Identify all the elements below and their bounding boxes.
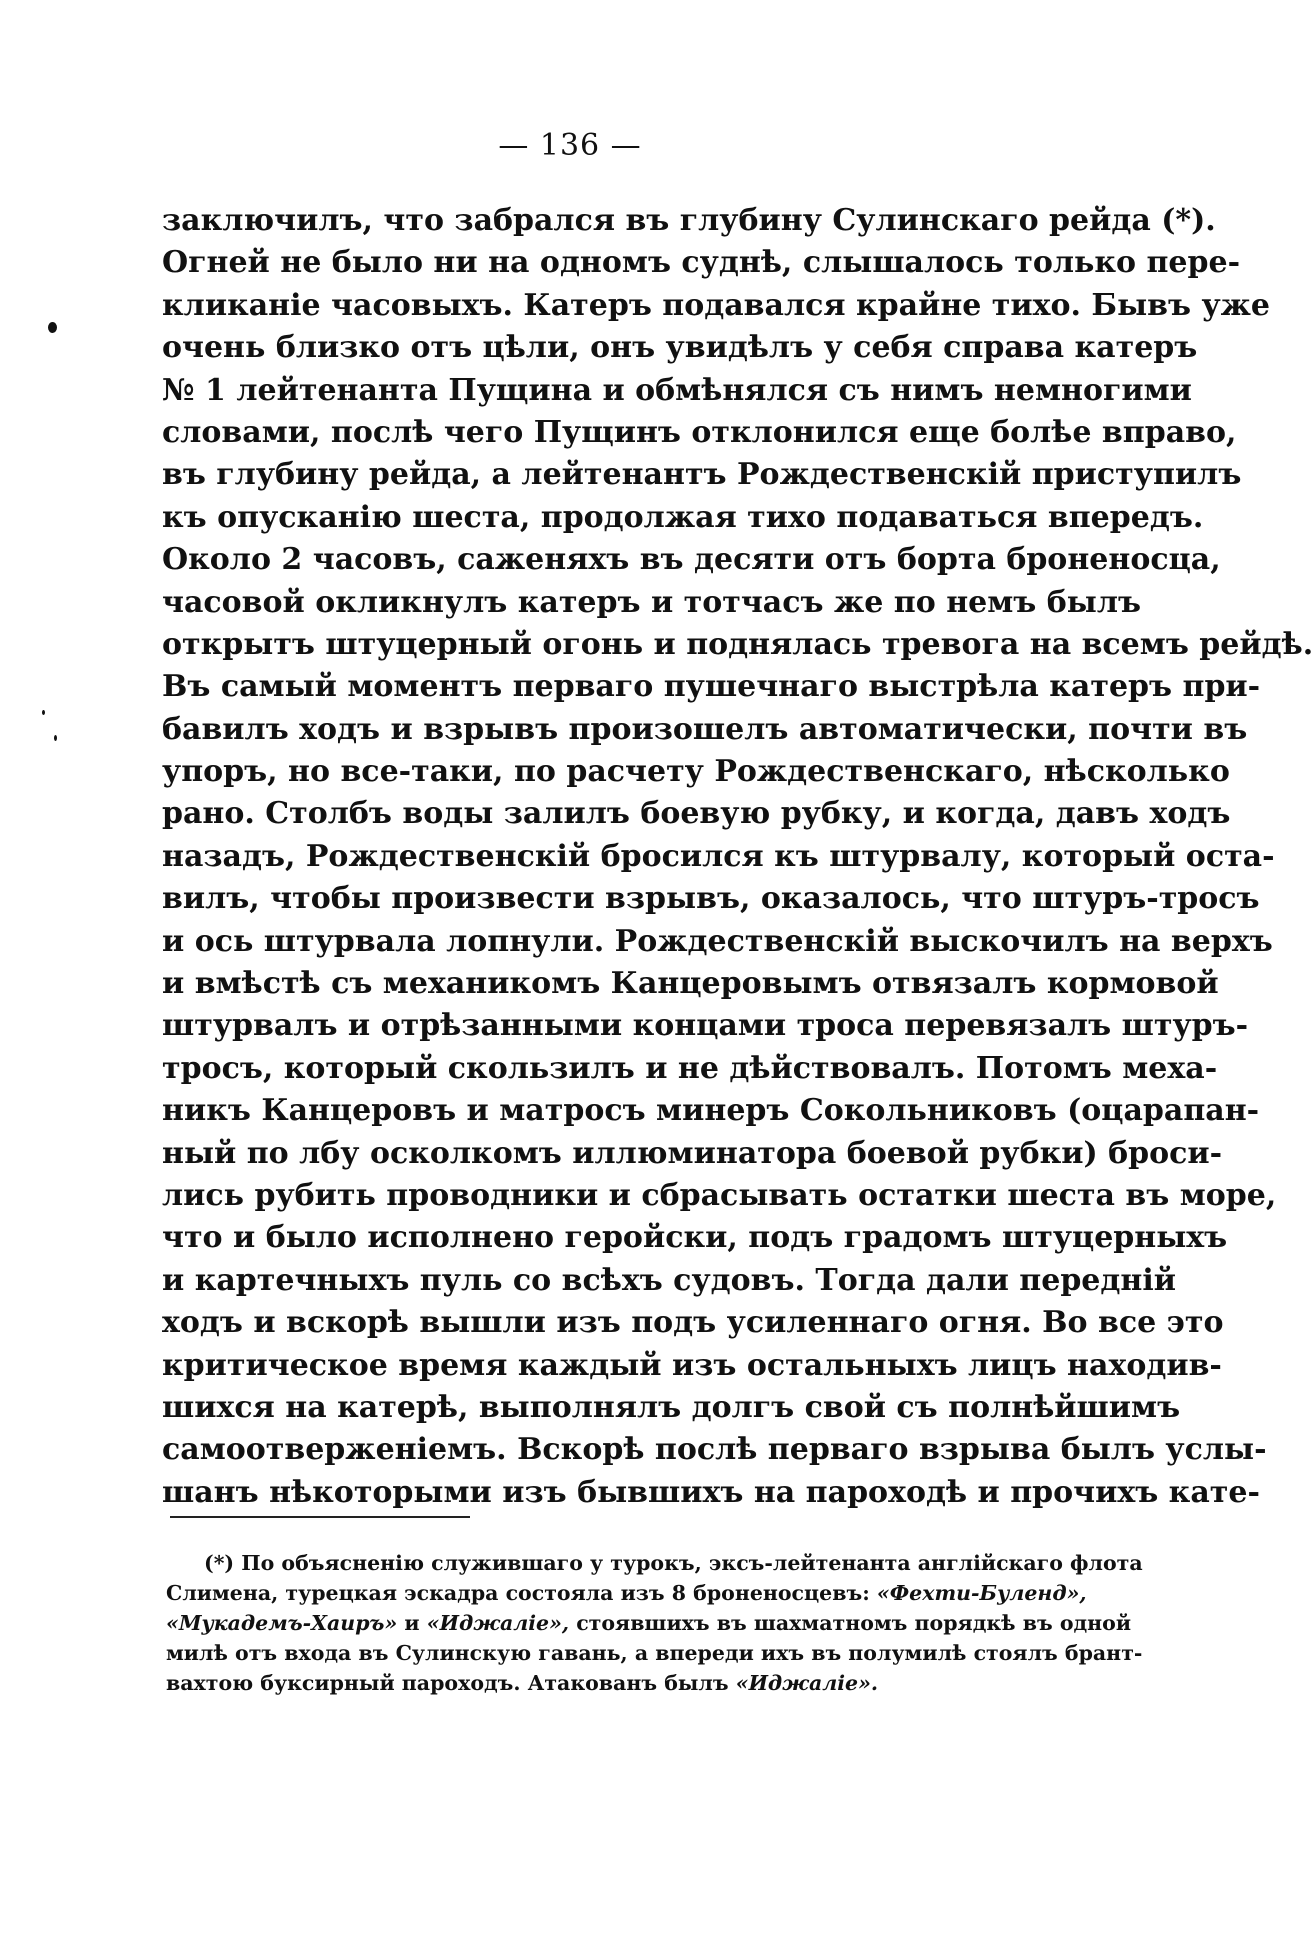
footnote-line (166, 1668, 1068, 1698)
text-line: часовой окликнулъ катеръ и тотчасъ же по немъ былъ (162, 584, 1141, 620)
text-line: шихся на катерѣ, выполнялъ долгъ свой съ полнѣйшимъ (162, 1389, 1181, 1425)
text-line: № 1 лейтенанта Пущина и обмѣнялся съ нимъ немногими (162, 372, 1192, 408)
text-line: открытъ штуцерный огонь и поднялась тревога на всемъ рейдѣ. (162, 626, 1313, 662)
text-line: заключилъ, что забрался въ глубину Сулинскаго рейда (*). (162, 203, 1216, 238)
footnote-text: (*) По объясненію служившаго у турокъ, эксъ-лейтенанта англійскаго флота (204, 1551, 1143, 1575)
ink-speck (54, 735, 57, 741)
text-line: лись рубить проводники и сбрасывать остатки шеста въ море, (162, 1177, 1277, 1213)
text-line: и ось штурвала лопнули. Рождественскій выскочилъ на верхъ (162, 923, 1273, 959)
text-line: никъ Канцеровъ и матросъ минеръ Сокольниковъ (оцарапан- (162, 1093, 1260, 1129)
text-line: бавилъ ходъ и взрывъ произошелъ автоматически, почти въ (162, 711, 1248, 747)
text-line: ходъ и вскорѣ вышли изъ подъ усиленнаго огня. Во все это (162, 1305, 1224, 1341)
ship-name: «Иджаліе». (735, 1671, 879, 1695)
text-line: самоотверженіемъ. Вскорѣ послѣ перваго взрыва былъ услы- (162, 1432, 1267, 1468)
footnote-line (166, 1608, 1132, 1638)
text-line: словами, послѣ чего Пущинъ отклонился еще болѣе вправо, (162, 414, 1237, 450)
text-line: вилъ, чтобы произвести взрывъ, оказалось, что штуръ-тросъ (162, 881, 1260, 917)
ink-speck (48, 322, 57, 333)
text-line: штурвалъ и отрѣзанными концами троса перевязалъ штуръ- (162, 1008, 1249, 1044)
footnote-line (166, 1548, 1143, 1578)
text-line: назадъ, Рождественскій бросился къ штурвалу, который оста- (162, 838, 1275, 874)
ship-name: «Фехти-Буленд», (876, 1581, 1087, 1605)
footnote-line (166, 1638, 1143, 1668)
footnote (166, 1548, 1143, 1698)
text-line: и вмѣстѣ съ механикомъ Канцеровымъ отвязалъ кормовой (162, 966, 1219, 1002)
text-line: къ опусканію шеста, продолжая тихо подаваться впередъ. (162, 499, 1204, 535)
footnote-line (166, 1578, 1087, 1608)
text-line: Въ самый моментъ перваго пушечнаго выстрѣла катеръ при- (162, 669, 1261, 705)
footnote-text: и (404, 1611, 420, 1635)
text-line: въ глубину рейда, а лейтенантъ Рождественскій приступилъ (162, 457, 1242, 493)
text-line: кликаніе часовыхъ. Катеръ подавался крайне тихо. Бывъ уже (162, 287, 1271, 323)
text-line: критическое время каждый изъ остальныхъ лицъ находив- (162, 1347, 1222, 1383)
text-line: Около 2 часовъ, саженяхъ въ десяти отъ борта броненосца, (162, 542, 1221, 578)
footnote-text: Слимена, турецкая эскадра состояла изъ 8 броненосцевъ: (166, 1581, 870, 1605)
text-line: тросъ, который скользилъ и не дѣйствовалъ. Потомъ меха- (162, 1050, 1218, 1086)
footnote-text: милѣ отъ входа въ Сулинскую гавань, а впереди ихъ въ полумилѣ стоялъ брант- (166, 1641, 1143, 1665)
text-line: Огней не было ни на одномъ суднѣ, слышалось только пере- (162, 245, 1241, 281)
text-line: ный по лбу осколкомъ иллюминатора боевой рубки) броси- (162, 1135, 1223, 1171)
text-line: упоръ, но все-таки, по расчету Рождественскаго, нѣсколько (162, 754, 1230, 790)
text-line: и картечныхъ пуль со всѣхъ судовъ. Тогда дали передній (162, 1262, 1176, 1298)
ship-name: «Мукадемъ-Хаиръ» (166, 1611, 398, 1635)
text-line: что и было исполнено геройски, подъ градомъ штуцерныхъ (162, 1220, 1228, 1256)
ink-speck (42, 710, 45, 715)
text-line: очень близко отъ цѣли, онъ увидѣлъ у себя справа катеръ (162, 330, 1198, 366)
footnote-text: вахтою буксирный пароходъ. Атакованъ былъ (166, 1671, 729, 1695)
body-text (162, 200, 1313, 1514)
page-number: — 136 — (498, 128, 642, 163)
footnote-text: стоявшихъ въ шахматномъ порядкѣ въ одной (576, 1611, 1132, 1635)
ship-name: «Иджаліе», (426, 1611, 570, 1635)
text-line: рано. Столбъ воды залилъ боевую рубку, и когда, давъ ходъ (162, 796, 1231, 832)
text-line: шанъ нѣкоторыми изъ бывшихъ на пароходѣ и прочихъ кате- (162, 1474, 1260, 1510)
footnote-divider (170, 1516, 470, 1518)
